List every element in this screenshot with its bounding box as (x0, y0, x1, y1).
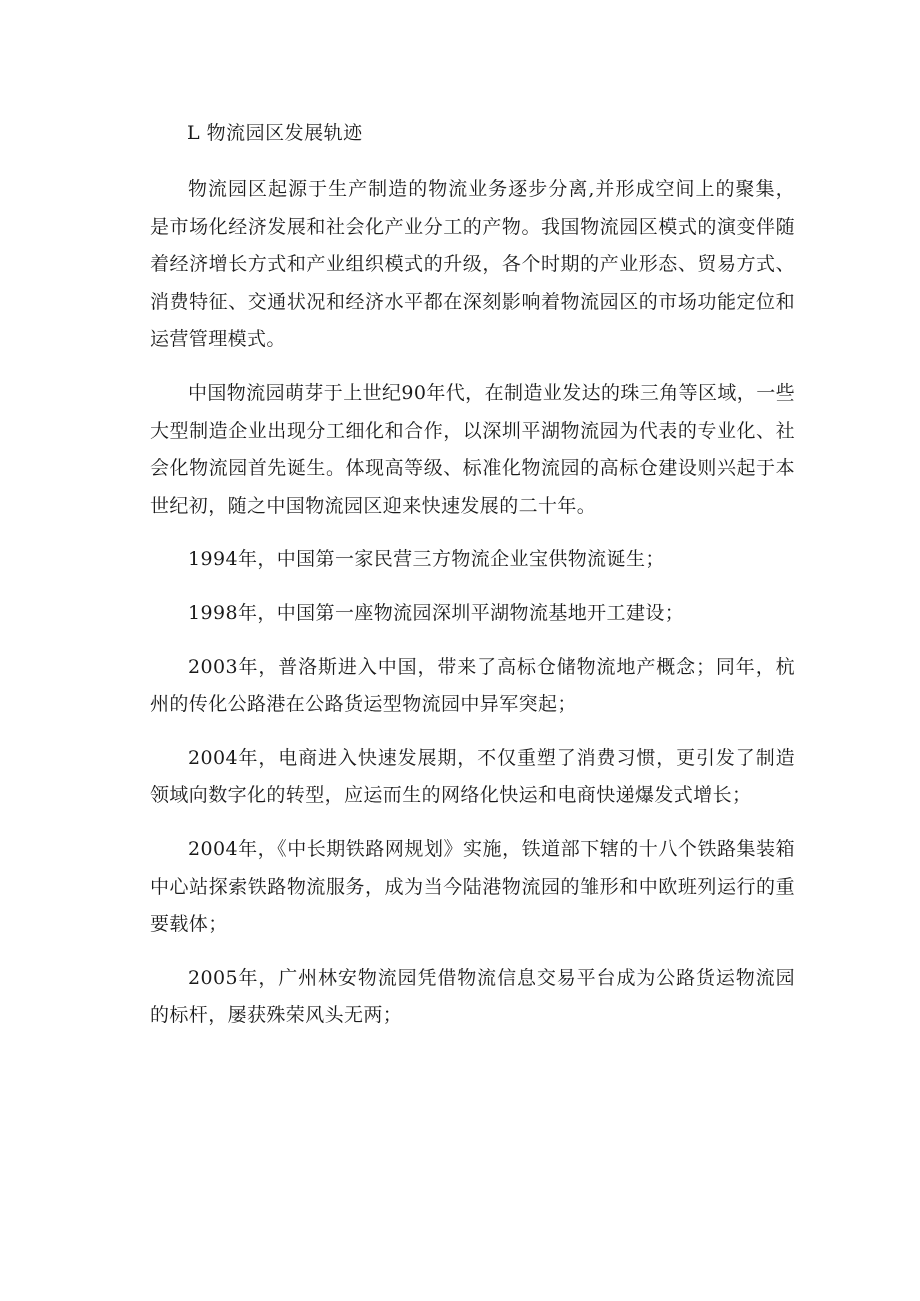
paragraph-2004-ecommerce: 2004年，电商进入快速发展期，不仅重塑了消费习惯，更引发了制造领域向数字化的转型，应运而生的网络化快运和电商快递爆发式增长； (150, 746, 795, 807)
document-body (150, 113, 795, 1035)
paragraph-1998: 1998年，中国第一座物流园深圳平湖物流基地开工建设； (188, 601, 685, 624)
paragraph-2004-railway: 2004年，《中长期铁路网规划》实施，铁道部下辖的十八个铁路集装箱中心站探索铁路物流服务，成为当今陆港物流园的雏形和中欧班列运行的重要载体； (150, 837, 795, 936)
paragraph-1994: 1994年，中国第一家民营三方物流企业宝供物流诞生； (188, 548, 665, 571)
paragraph-origin: 物流园区起源于生产制造的物流业务逐步分离,并形成空间上的聚集，是市场化经济发展和社会化产业分工的产物。我国物流园区模式的演变伴随着经济增长方式和产业组织模式的升级，各个时期的产业形态、贸易方式、消费特征、交通状况和经济水平都在深刻影响着物流园区的市场功能定位和运营管理模式。 (150, 178, 795, 351)
paragraph-2005: 2005年，广州林安物流园凭借物流信息交易平台成为公路货运物流园的标杆，屡获殊荣风头无两； (150, 966, 795, 1027)
paragraph-2003: 2003年，普洛斯进入中国，带来了高标仓储物流地产概念；同年，杭州的传化公路港在公路货运型物流园中异军突起； (150, 655, 795, 716)
heading-spacer (150, 153, 795, 171)
paragraph-emergence: 中国物流园萌芽于上世纪90年代，在制造业发达的珠三角等区域，一些大型制造企业出现分工细化和合作，以深圳平湖物流园为代表的专业化、社会化物流园首先诞生。体现高等级、标准化物流园的高标仓建设则兴起于本世纪初，随之中国物流园区迎来快速发展的二十年。 (150, 381, 795, 517)
section-heading: L 物流园区发展轨迹 (187, 122, 363, 144)
